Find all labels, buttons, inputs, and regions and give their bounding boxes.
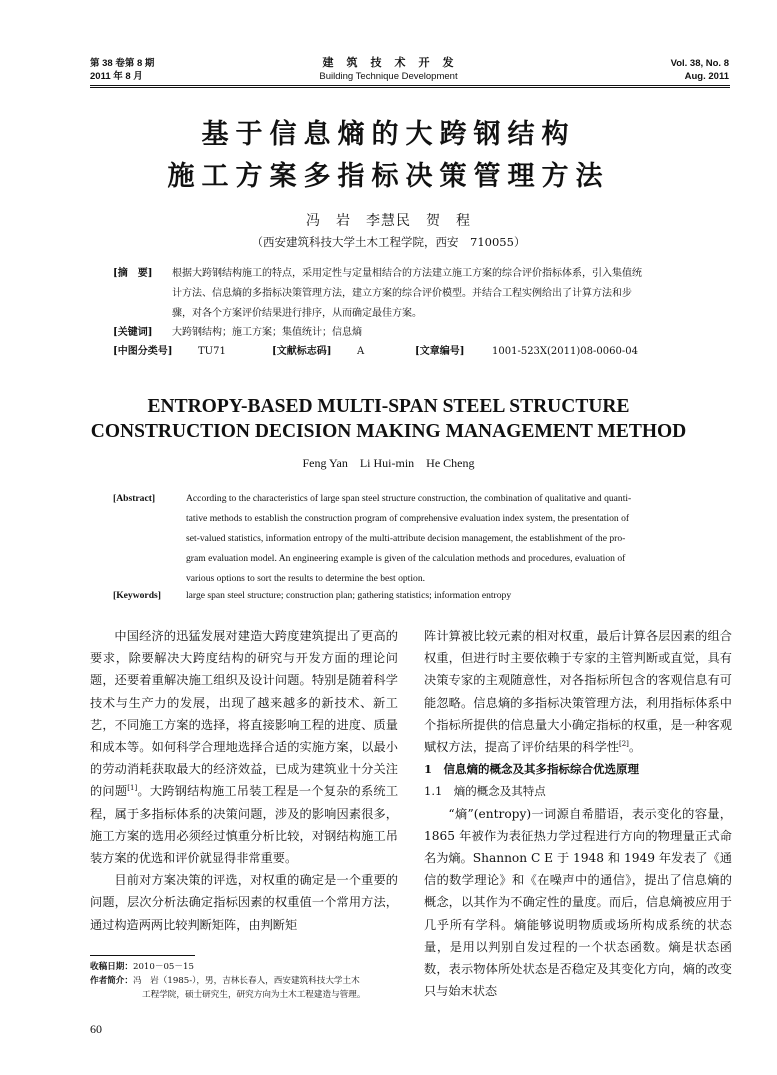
volume-issue-cn: 第 38 卷第 8 期 2011 年 8 月 xyxy=(90,58,155,82)
clc-label: [中图分类号] xyxy=(113,346,173,357)
doc-code-value: A xyxy=(357,346,365,357)
abstract-en-label: [Abstract] xyxy=(113,493,156,504)
abstract-cn-label: [摘 要] xyxy=(113,268,153,279)
footnotes: 收稿日期：2010－05－15 作者简介：冯 岩（1985-），男，吉林长春人，西安建筑科技大学土木 工程学院，硕士研究生，研究方向为土木工程建造与管理。 xyxy=(90,962,366,1000)
body-left-column: 中国经济的迅猛发展对建造大跨度建筑提出了更高的要求，除要解决大跨度结构的研究与开发方面的理论问题，还要着重解决施工组织及设计问题。特别是随着科学技术与生产力的发展，出现了越来越多的新技术、新工艺，不同施工方案的选择，将直接影响工程的进度、质量和成本等。如何科学合理地选择合适的实施方案，以最小的劳动消耗获取最大的经济效益，已成为建筑业十分关注的问题[1]。大跨钢结构施工吊装工程是一个复杂的系统工程，属于多指标体系的决策问题，涉及的影响因素很多，施工方案的选用必须经过慎重分析比较，对钢结构施工吊装方案的优选和评价就显得非常重要。 目前对方案决策的评选，对权重的确定是一个重要的问题，层次分析法确定指标因素的权重值一个常用方法，通过构造两两比较判断矩阵，由判断矩 xyxy=(90,629,399,932)
affiliation-cn: （西安建筑科技大学土木工程学院，西安 710055） xyxy=(251,235,526,249)
keywords-en-label: [Keywords] xyxy=(113,590,161,601)
header-rule xyxy=(90,85,730,86)
title-en-line2: CONSTRUCTION DECISION MAKING MANAGEMENT METHOD xyxy=(90,421,687,442)
volume-issue-en: Vol. 38, No. 8 Aug. 2011 xyxy=(670,58,729,82)
section-heading-1: 1 信息熵的概念及其多指标综合优选原理 xyxy=(424,762,639,777)
title-cn-line1: 基于信息熵的大跨钢结构 xyxy=(201,119,576,150)
keywords-cn-label: [关键词] xyxy=(113,327,153,338)
article-no-value: 1001-523X(2011)08-0060-04 xyxy=(492,346,638,357)
journal-name: 建 筑 技 术 开 发 Building Technique Development xyxy=(319,57,458,82)
abstract-en: According to the characteristics of large span steel structure construction, the combination of qualitative and quanti- tative methods to establish the construction program of comprehensive evaluation index system, the presentation of set-valued statistics, information entropy of the multi-attribute decision management, the establishment of the pro- gram evaluation model. An engineering example is given of the calculation methods and procedures, evaluation of various options to sort the results to determine the best option. xyxy=(186,493,632,584)
page-number: 60 xyxy=(90,1022,102,1036)
body-right-column: 阵计算被比较元素的相对权重，最后计算各层因素的组合权重，但进行时主要依赖于专家的主管判断或直觉，具有决策专家的主观随意性，对各指标所包含的客观信息有可能忽略。信息熵的多指标决策管理方法，利用指标体系中个指标所提供的信息量大小确定指标的权重，是一种客观赋权方法，提高了评价结果的科学性[2]。 1 信息熵的概念及其多指标综合优选原理 1.1 熵的概念及其特点 “熵”(entropy)一词源自希腊语，表示变化的容量，1865 年被作为表征热力学过程进行方向的物理量正式命名为熵。Shannon C E 于 1948 和 1949 年发表了《通信的数学理论》和《在噪声中的通信》，提出了信息熵的概念，以其作为不确定性的量度。而后，信息熵被应用于几乎所有学科。熵能够说明物质或场所构成系统的状态量，是用以判别自发过程的一个状态函数。熵是状态函数，表示物体所处状态是否稳定及其变化方向，熵的改变只与始末状态 xyxy=(424,629,732,999)
authors-en: Feng Yan Li Hui-min He Cheng xyxy=(302,456,475,470)
header-rule-2 xyxy=(90,87,730,88)
footnote-rule xyxy=(90,955,195,956)
doc-code-label: [文献标志码] xyxy=(272,346,332,357)
clc-value: TU71 xyxy=(198,346,226,357)
keywords-en: large span steel structure; construction plan; gathering statistics; information entropy xyxy=(186,590,512,601)
keywords-cn: 大跨钢结构；施工方案；集值统计；信息熵 xyxy=(172,327,362,338)
authors-cn: 冯 岩 李慧民 贺 程 xyxy=(306,213,471,229)
article-no-label: [文章编号] xyxy=(415,346,465,357)
title-cn-line2: 施工方案多指标决策管理方法 xyxy=(167,161,610,192)
abstract-cn: 根据大跨钢结构施工的特点，采用定性与定量相结合的方法建立施工方案的综合评价指标体系，引入集值统 计方法、信息熵的多指标决策管理方法，建立方案的综合评价模型。并结合工程实例给出了计算方法和步 骤，对各个方案评价结果进行排序，从而确定最佳方案。 xyxy=(172,268,642,319)
section-heading-1-1: 1.1 熵的概念及其特点 xyxy=(424,784,546,799)
title-en-line1: ENTROPY-BASED MULTI-SPAN STEEL STRUCTURE xyxy=(147,396,630,417)
